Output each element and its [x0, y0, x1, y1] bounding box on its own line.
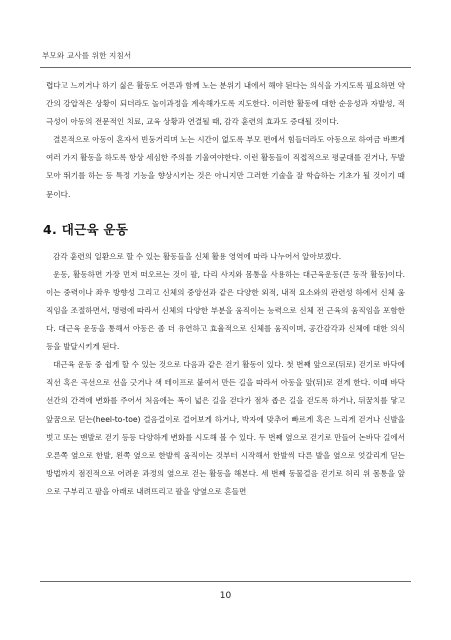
paragraph-1: 렵다고 느끼거나 하기 싫은 활동도 어른과 함께 노는 분위기 내에서 해야 된다는 의식을 가지도록 필요하면 약간의 강압적은 상황이 되더라도 놀이과정을 계속해가도록 지도한다. 이러한 활동에 대한 순응성과 자발성, 적극성이 아동의 전문적인 치료, 교육 상황과 연결될 때, 감각 훈련의 효과도 증대될 것이다.	[46, 81, 405, 127]
header-divider	[40, 67, 411, 68]
body-text	[43, 77, 405, 501]
running-header: 부모와 교사를 위한 지침서	[42, 51, 132, 60]
page-number: 10	[219, 591, 232, 601]
section-heading: 4. 대근육 운동	[43, 221, 129, 237]
paragraph-3: 감각 훈련의 일환으로 할 수 있는 활동들을 신체 활용 영역에 따라 나누어서 알아보겠다.	[53, 251, 342, 261]
paragraph-5: 대근육 운동 중 쉽게 할 수 있는 것으로 다음과 같은 걷기 활동이 있다. 첫 번째 앞으로(뒤로) 걷기로 바닥에 직선 혹은 곡선으로 선을 긋거나 색 테이프로 붙여서 만든 길을 따라서 아동을 앞(뒤)로 걷게 한다. 이때 바닥 선간의 간격에 변화를 주어서 처음에는 폭이 넓은 길을 걷다가 점차 좁은 길을 걷도록 하거나, 뒤꿈치를 닿고 앞꿈으로 딛는(heel-to-toe) 걸음걸이로 걸어보게 하거나, 박자에 맞추어 빠르게 혹은 느리게 걷거나 신발을 벗고 또는 맨발로 걷기 등등 다양하게 변화를 시도해 볼 수 있다. 두 번째 옆으로 걷기로 만들어 논바닥 길에서 오른쪽 옆으로 한발, 왼쪽 옆으로 한발씩 움직이는 것부터 시작해서 한발씩 다른 발을 옆으로 엇갈리게 딛는 방법까지 점진적으로 어려운 과정의 옆으로 걷는 활동을 해본다. 세 번째 동물걸음 걷기로 허리 위 몸통을 앞으로 구부리고 팔을 아래로 내려뜨리고 팔을 양옆으로 흔들면	[46, 360, 405, 496]
footer-divider	[40, 581, 411, 582]
paragraph-2: 결론적으로 아동이 혼자서 빈둥거리며 노는 시간이 없도록 부모 편에서 힘들더라도 아동으로 하여금 바쁘게 여러 가지 활동을 하도록 항상 세심한 주의를 기울여야한다. 이런 활동들이 직접적으로 평균대를 걷거나, 두발 모아 뛰기를 하는 등 특정 기능을 향상시키는 것은 아니지만 그러한 기술을 잘 학습하는 기초가 될 것이기 때문이다.	[46, 135, 405, 199]
paragraph-4: 운동, 활동하면 가장 먼저 떠오르는 것이 팔, 다리 사지와 몸통을 사용하는 대근육운동(큰 동작 활동)이다. 이는 중력이나 좌우 방향성 그리고 신체의 중앙선과 같은 다양한 외적, 내적 요소와의 관련성 하에서 신체 움직임을 조절하면서, 명령에 따라서 신체의 다양한 부분을 움직이는 능력으로 신체 전 근육의 움직임을 포함한다. 대근육 운동을 통해서 아동은 좀 더 유연하고 효율적으로 신체를 움직이며, 공간감각과 신체에 대한 의식 등을 발달시키게 된다.	[46, 269, 405, 352]
